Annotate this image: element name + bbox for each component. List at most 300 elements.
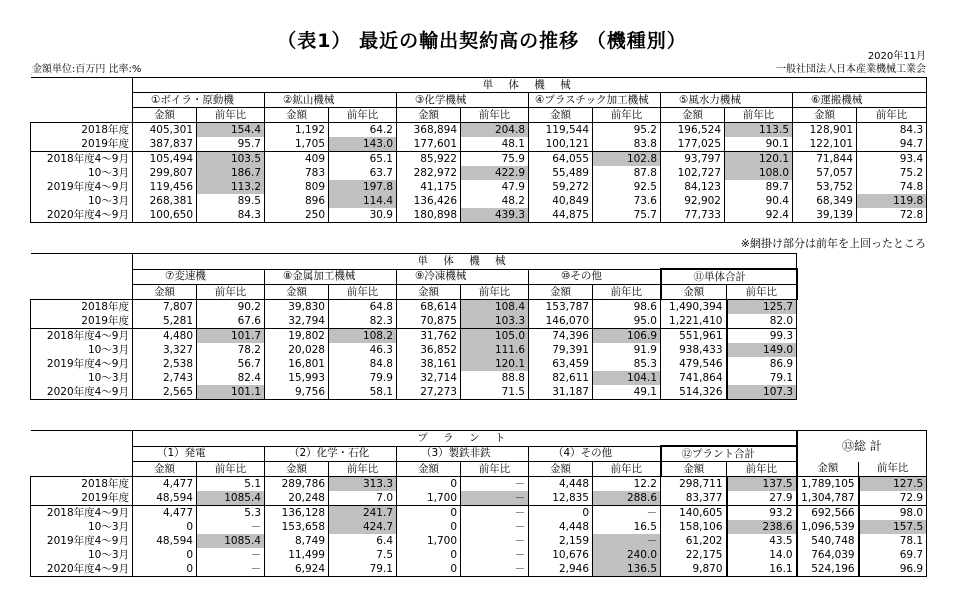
amount-cell: 19,802 [265, 329, 329, 344]
row-label: 2020年度4～9月 [31, 208, 133, 223]
amount-cell: 2,159 [529, 534, 593, 548]
ratio-cell: 27.9 [727, 491, 797, 506]
ratio-cell: － [461, 520, 529, 534]
ratio-cell: 119.8 [857, 194, 927, 208]
ratio-cell: 120.1 [725, 152, 793, 167]
amount-cell: 105,494 [133, 152, 197, 167]
ratio-cell: 143.0 [329, 137, 397, 152]
col-ratio: 前年比 [593, 285, 661, 300]
group-header: 単 体 機 械 [133, 78, 927, 93]
amount-cell: 136,128 [265, 506, 329, 521]
col-amount: 金額 [793, 108, 857, 123]
col-amount: 金額 [797, 462, 859, 477]
row-label: 2020年度4～9月 [31, 562, 133, 577]
ratio-cell: 72.8 [857, 208, 927, 223]
amount-cell: 1,221,410 [661, 314, 727, 329]
ratio-cell: 56.7 [197, 357, 265, 371]
col-ratio: 前年比 [329, 285, 397, 300]
organization-label: 一般社団法人日本産業機械工業会 [776, 64, 926, 75]
amount-cell: 100,121 [529, 137, 593, 152]
amount-cell: 1,700 [397, 491, 461, 506]
amount-cell: 83,377 [661, 491, 727, 506]
ratio-cell: 93.4 [857, 152, 927, 167]
col-ratio: 前年比 [197, 462, 265, 477]
table-row [31, 166, 927, 180]
ratio-cell: 102.8 [593, 152, 661, 167]
amount-cell: 289,786 [265, 477, 329, 492]
ratio-cell: 48.1 [461, 137, 529, 152]
ratio-cell: 240.0 [593, 548, 661, 562]
table-row [31, 329, 797, 344]
table-plant [30, 430, 927, 577]
amount-cell: 55,489 [529, 166, 593, 180]
ratio-cell: 103.3 [461, 314, 529, 329]
col-ratio: 前年比 [857, 108, 927, 123]
ratio-cell: 98.0 [859, 506, 927, 521]
amount-cell: 4,477 [133, 477, 197, 492]
amount-cell: 180,898 [397, 208, 461, 223]
ratio-cell: 89.5 [197, 194, 265, 208]
amount-cell: 1,700 [397, 534, 461, 548]
table-row [31, 520, 927, 534]
ratio-cell: － [461, 506, 529, 521]
ratio-cell: 87.8 [593, 166, 661, 180]
ratio-cell: 197.8 [329, 180, 397, 194]
amount-cell: 479,546 [661, 357, 727, 371]
amount-cell: 177,025 [661, 137, 725, 152]
amount-cell: 40,849 [529, 194, 593, 208]
table-row [31, 491, 927, 506]
table-row [31, 208, 927, 223]
col-ratio: 前年比 [859, 462, 927, 477]
amount-cell: 8,749 [265, 534, 329, 548]
row-label: 2019年度4～9月 [31, 180, 133, 194]
category-header: ⑪単体合計 [661, 269, 797, 285]
amount-cell: 0 [397, 562, 461, 577]
col-amount: 金額 [529, 285, 593, 300]
ratio-cell: 78.2 [197, 343, 265, 357]
amount-cell: 64,055 [529, 152, 593, 167]
table-row [31, 562, 927, 577]
ratio-cell: 73.6 [593, 194, 661, 208]
amount-cell: 158,106 [661, 520, 727, 534]
ratio-cell: － [461, 562, 529, 577]
amount-cell: 32,794 [265, 314, 329, 329]
row-label: 2018年度 [31, 123, 133, 138]
ratio-cell: 114.4 [329, 194, 397, 208]
amount-cell: 77,733 [661, 208, 725, 223]
table-row [31, 371, 797, 385]
table3-body [31, 477, 927, 577]
ratio-cell: － [461, 534, 529, 548]
amount-cell: 4,448 [529, 520, 593, 534]
table-machinery-1 [30, 77, 927, 223]
total-header: ⑬総 計 [797, 431, 927, 462]
category-header: （1）発電 [133, 446, 265, 462]
ratio-cell: 313.3 [329, 477, 397, 492]
ratio-cell: 30.9 [329, 208, 397, 223]
col-ratio: 前年比 [725, 108, 793, 123]
amount-cell: 298,711 [661, 477, 727, 492]
amount-cell: 74,396 [529, 329, 593, 344]
ratio-cell: 95.2 [593, 123, 661, 138]
amount-cell: 5,281 [133, 314, 197, 329]
units-label: 金額単位:百万円 比率:% [32, 64, 142, 75]
amount-cell: 48,594 [133, 491, 197, 506]
table-row [31, 123, 927, 138]
amount-cell: 136,426 [397, 194, 461, 208]
amount-cell: 61,202 [661, 534, 727, 548]
amount-cell: 764,039 [797, 548, 859, 562]
ratio-cell: 422.9 [461, 166, 529, 180]
col-amount: 金額 [133, 462, 197, 477]
amount-cell: 2,538 [133, 357, 197, 371]
ratio-cell: 71.5 [461, 385, 529, 400]
page-title: （表1） 最近の輸出契約高の推移 （機種別） [277, 30, 687, 52]
col-amount: 金額 [133, 108, 197, 123]
amount-cell: 146,070 [529, 314, 593, 329]
ratio-cell: 7.5 [329, 548, 397, 562]
ratio-cell: 96.9 [859, 562, 927, 577]
category-header: ⑦変速機 [133, 269, 265, 285]
row-label: 10～3月 [31, 520, 133, 534]
amount-cell: 0 [397, 520, 461, 534]
amount-cell: 79,391 [529, 343, 593, 357]
amount-cell: 368,894 [397, 123, 461, 138]
col-amount: 金額 [529, 108, 593, 123]
category-header: ⑨冷凍機械 [397, 269, 529, 285]
col-ratio: 前年比 [593, 108, 661, 123]
amount-cell: 63,459 [529, 357, 593, 371]
amount-cell: 177,601 [397, 137, 461, 152]
amount-cell: 93,797 [661, 152, 725, 167]
category-header: ⑩その他 [529, 269, 661, 285]
amount-cell: 9,756 [265, 385, 329, 400]
amount-cell: 31,762 [397, 329, 461, 344]
amount-cell: 92,902 [661, 194, 725, 208]
amount-cell: 551,961 [661, 329, 727, 344]
ratio-cell: 104.1 [593, 371, 661, 385]
amount-cell: 896 [265, 194, 329, 208]
col-ratio: 前年比 [461, 285, 529, 300]
amount-cell: 57,057 [793, 166, 857, 180]
amount-cell: 196,524 [661, 123, 725, 138]
ratio-cell: 101.7 [197, 329, 265, 344]
table-machinery-2 [30, 253, 798, 400]
ratio-cell: 69.7 [859, 548, 927, 562]
amount-cell: 4,477 [133, 506, 197, 521]
table-row [31, 180, 927, 194]
ratio-cell: 74.8 [857, 180, 927, 194]
amount-cell: 2,743 [133, 371, 197, 385]
amount-cell: 268,381 [133, 194, 197, 208]
col-ratio: 前年比 [727, 462, 797, 477]
group-header: 単 体 機 械 [133, 254, 797, 270]
ratio-cell: 288.6 [593, 491, 661, 506]
ratio-cell: 238.6 [727, 520, 797, 534]
ratio-cell: 5.1 [197, 477, 265, 492]
ratio-cell: 136.5 [593, 562, 661, 577]
ratio-cell: 65.1 [329, 152, 397, 167]
ratio-cell: 103.5 [197, 152, 265, 167]
date-label: 2020年11月 [867, 51, 926, 62]
amount-cell: 409 [265, 152, 329, 167]
ratio-cell: 107.3 [727, 385, 797, 400]
category-header: ⑫プラント合計 [661, 446, 797, 462]
amount-cell: 84,123 [661, 180, 725, 194]
amount-cell: 1,192 [265, 123, 329, 138]
ratio-cell: 105.0 [461, 329, 529, 344]
amount-cell: 128,901 [793, 123, 857, 138]
ratio-cell: 16.1 [727, 562, 797, 577]
ratio-cell: 64.8 [329, 300, 397, 315]
category-header: ⑤風水力機械 [661, 93, 793, 108]
ratio-cell: 95.7 [197, 137, 265, 152]
ratio-cell: 92.5 [593, 180, 661, 194]
ratio-cell: 86.9 [727, 357, 797, 371]
amount-cell: 1,705 [265, 137, 329, 152]
amount-cell: 741,864 [661, 371, 727, 385]
category-header: ④プラスチック加工機械 [529, 93, 661, 108]
ratio-cell: 127.5 [859, 477, 927, 492]
amount-cell: 1,096,539 [797, 520, 859, 534]
category-header: ⑥運搬機械 [793, 93, 927, 108]
ratio-cell: 82.4 [197, 371, 265, 385]
amount-cell: 0 [133, 520, 197, 534]
table-row [31, 385, 797, 400]
col-ratio: 前年比 [727, 285, 797, 300]
row-label: 2019年度 [31, 491, 133, 506]
ratio-cell: 72.9 [859, 491, 927, 506]
col-ratio: 前年比 [461, 108, 529, 123]
ratio-cell: 108.2 [329, 329, 397, 344]
col-amount: 金額 [661, 285, 727, 300]
amount-cell: 44,875 [529, 208, 593, 223]
ratio-cell: 1085.4 [197, 534, 265, 548]
ratio-cell: 125.7 [727, 300, 797, 315]
amount-cell: 15,993 [265, 371, 329, 385]
ratio-cell: 204.8 [461, 123, 529, 138]
amount-cell: 809 [265, 180, 329, 194]
col-ratio: 前年比 [593, 462, 661, 477]
ratio-cell: 75.2 [857, 166, 927, 180]
amount-cell: 71,844 [793, 152, 857, 167]
amount-cell: 10,676 [529, 548, 593, 562]
col-amount: 金額 [265, 285, 329, 300]
row-label: 2019年度 [31, 137, 133, 152]
ratio-cell: 49.1 [593, 385, 661, 400]
category-header: （3）製鉄非鉄 [397, 446, 529, 462]
ratio-cell: 83.8 [593, 137, 661, 152]
row-label: 10～3月 [31, 371, 133, 385]
ratio-cell: 149.0 [727, 343, 797, 357]
row-label: 10～3月 [31, 548, 133, 562]
amount-cell: 0 [529, 506, 593, 521]
table-row [31, 194, 927, 208]
col-ratio: 前年比 [329, 462, 397, 477]
ratio-cell: 101.1 [197, 385, 265, 400]
ratio-cell: 84.8 [329, 357, 397, 371]
amount-cell: 11,499 [265, 548, 329, 562]
table-row [31, 300, 797, 315]
amount-cell: 3,327 [133, 343, 197, 357]
ratio-cell: 82.3 [329, 314, 397, 329]
ratio-cell: 84.3 [197, 208, 265, 223]
table-row [31, 534, 927, 548]
amount-cell: 0 [133, 562, 197, 577]
ratio-cell: 95.0 [593, 314, 661, 329]
ratio-cell: 84.3 [857, 123, 927, 138]
row-label: 2018年度4～9月 [31, 329, 133, 344]
ratio-cell: 7.0 [329, 491, 397, 506]
category-header: ①ボイラ・原動機 [133, 93, 265, 108]
col-amount: 金額 [661, 108, 725, 123]
amount-cell: 140,605 [661, 506, 727, 521]
row-label: 2019年度4～9月 [31, 357, 133, 371]
amount-cell: 70,875 [397, 314, 461, 329]
table-row [31, 152, 927, 167]
amount-cell: 2,946 [529, 562, 593, 577]
amount-cell: 4,448 [529, 477, 593, 492]
amount-cell: 27,273 [397, 385, 461, 400]
row-label: 10～3月 [31, 166, 133, 180]
ratio-cell: 64.2 [329, 123, 397, 138]
ratio-cell: － [593, 534, 661, 548]
table-row [31, 357, 797, 371]
amount-cell: 119,544 [529, 123, 593, 138]
ratio-cell: 99.3 [727, 329, 797, 344]
amount-cell: 153,787 [529, 300, 593, 315]
ratio-cell: 63.7 [329, 166, 397, 180]
amount-cell: 282,972 [397, 166, 461, 180]
ratio-cell: 424.7 [329, 520, 397, 534]
ratio-cell: 43.5 [727, 534, 797, 548]
ratio-cell: 94.7 [857, 137, 927, 152]
amount-cell: 1,789,105 [797, 477, 859, 492]
row-label: 2018年度4～9月 [31, 152, 133, 167]
amount-cell: 16,801 [265, 357, 329, 371]
ratio-cell: 67.6 [197, 314, 265, 329]
ratio-cell: 439.3 [461, 208, 529, 223]
ratio-cell: － [593, 506, 661, 521]
amount-cell: 82,611 [529, 371, 593, 385]
amount-cell: 540,748 [797, 534, 859, 548]
amount-cell: 119,456 [133, 180, 197, 194]
col-amount: 金額 [529, 462, 593, 477]
ratio-cell: 14.0 [727, 548, 797, 562]
ratio-cell: 79.1 [329, 562, 397, 577]
amount-cell: 20,248 [265, 491, 329, 506]
ratio-cell: 12.2 [593, 477, 661, 492]
amount-cell: 783 [265, 166, 329, 180]
ratio-cell: 90.4 [725, 194, 793, 208]
amount-cell: 7,807 [133, 300, 197, 315]
ratio-cell: 58.1 [329, 385, 397, 400]
ratio-cell: 108.0 [725, 166, 793, 180]
ratio-cell: － [197, 562, 265, 577]
amount-cell: 100,650 [133, 208, 197, 223]
row-label: 10～3月 [31, 343, 133, 357]
amount-cell: 387,837 [133, 137, 197, 152]
amount-cell: 9,870 [661, 562, 727, 577]
ratio-cell: 137.5 [727, 477, 797, 492]
ratio-cell: 88.8 [461, 371, 529, 385]
ratio-cell: 89.7 [725, 180, 793, 194]
category-header: ③化学機械 [397, 93, 529, 108]
amount-cell: 405,301 [133, 123, 197, 138]
col-amount: 金額 [133, 285, 197, 300]
ratio-cell: 47.9 [461, 180, 529, 194]
category-header: ⑧金属加工機械 [265, 269, 397, 285]
row-label: 2018年度 [31, 477, 133, 492]
ratio-cell: － [461, 548, 529, 562]
ratio-cell: 106.9 [593, 329, 661, 344]
amount-cell: 59,272 [529, 180, 593, 194]
col-ratio: 前年比 [461, 462, 529, 477]
col-amount: 金額 [397, 462, 461, 477]
amount-cell: 68,349 [793, 194, 857, 208]
amount-cell: 39,830 [265, 300, 329, 315]
category-header: （4）その他 [529, 446, 661, 462]
ratio-cell: 186.7 [197, 166, 265, 180]
ratio-cell: 113.2 [197, 180, 265, 194]
ratio-cell: － [461, 491, 529, 506]
ratio-cell: 157.5 [859, 520, 927, 534]
amount-cell: 102,727 [661, 166, 725, 180]
amount-cell: 36,852 [397, 343, 461, 357]
ratio-cell: 16.5 [593, 520, 661, 534]
row-label: 10～3月 [31, 194, 133, 208]
ratio-cell: 46.3 [329, 343, 397, 357]
ratio-cell: 75.7 [593, 208, 661, 223]
ratio-cell: 120.1 [461, 357, 529, 371]
ratio-cell: 111.6 [461, 343, 529, 357]
amount-cell: 514,326 [661, 385, 727, 400]
row-label: 2018年度 [31, 300, 133, 315]
ratio-cell: 1085.4 [197, 491, 265, 506]
amount-cell: 6,924 [265, 562, 329, 577]
category-header: （2）化学・石化 [265, 446, 397, 462]
row-label: 2018年度4～9月 [31, 506, 133, 521]
amount-cell: 524,196 [797, 562, 859, 577]
ratio-cell: 82.0 [727, 314, 797, 329]
ratio-cell: 92.4 [725, 208, 793, 223]
ratio-cell: 98.6 [593, 300, 661, 315]
col-amount: 金額 [397, 285, 461, 300]
table1-body [31, 123, 927, 223]
amount-cell: 48,594 [133, 534, 197, 548]
amount-cell: 39,139 [793, 208, 857, 223]
amount-cell: 1,490,394 [661, 300, 727, 315]
row-label: 2019年度 [31, 314, 133, 329]
amount-cell: 68,614 [397, 300, 461, 315]
amount-cell: 299,807 [133, 166, 197, 180]
amount-cell: 0 [397, 477, 461, 492]
shading-note: ※網掛け部分は前年を上回ったところ [740, 237, 926, 250]
amount-cell: 0 [397, 506, 461, 521]
amount-cell: 20,028 [265, 343, 329, 357]
amount-cell: 122,101 [793, 137, 857, 152]
ratio-cell: 154.4 [197, 123, 265, 138]
table2-body [31, 300, 797, 400]
ratio-cell: 93.2 [727, 506, 797, 521]
table-row [31, 314, 797, 329]
amount-cell: 938,433 [661, 343, 727, 357]
col-ratio: 前年比 [197, 285, 265, 300]
ratio-cell: 90.2 [197, 300, 265, 315]
amount-cell: 2,565 [133, 385, 197, 400]
ratio-cell: 241.7 [329, 506, 397, 521]
